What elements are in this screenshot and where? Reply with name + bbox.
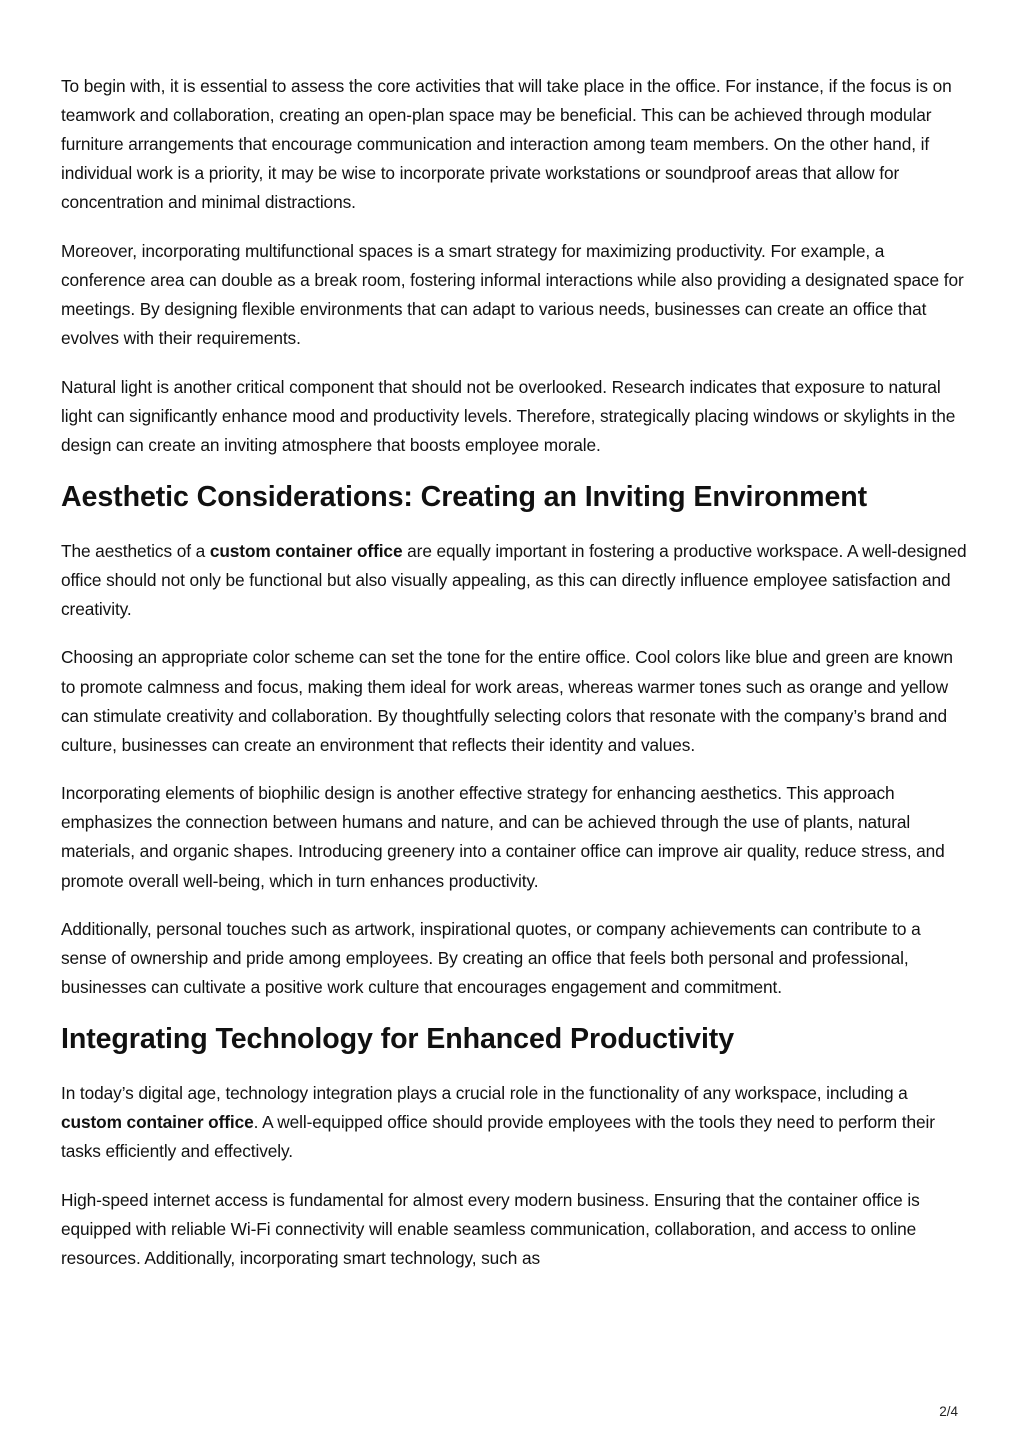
technology-intro-text-before: In today’s digital age, technology integration plays a crucial role in the functionality of any workspace, including a xyxy=(61,1082,908,1103)
paragraph-natural-light: Natural light is another critical component that should not be overlooked. Research indicates that exposure to natural light can significantly enhance mood and productivity levels. Therefore, strategically placing windows or skylights in the design can create an inviting atmosphere that boosts employee morale. xyxy=(61,376,956,456)
technology-intro-bold-term: custom container office xyxy=(61,1112,254,1133)
heading-integrating-technology: Integrating Technology for Enhanced Productivity xyxy=(61,1022,735,1055)
paragraph-biophilic-design: Incorporating elements of biophilic design is another effective strategy for enhancing aesthetics. This approach emphasizes the connection between humans and nature, and can be achieved through the use of plants, natural materials, and organic shapes. Introducing greenery into a container office can improve air quality, reduce stress, and promote overall well-being, which in turn enhances productivity. xyxy=(61,783,945,891)
heading-aesthetic-considerations: Aesthetic Considerations: Creating an Inviting Environment xyxy=(61,480,868,513)
paragraph-technology-intro xyxy=(61,1079,967,1166)
paragraph-multifunctional-spaces: Moreover, incorporating multifunctional spaces is a smart strategy for maximizing productivity. For example, a conference area can double as a break room, fostering informal interactions while also providing a designated space for meetings. By designing flexible environments that can adapt to various needs, businesses can create an office that evolves with their requirements. xyxy=(61,240,964,349)
aesthetics-intro-text-after: are equally important in fostering a productive workspace. A well-designed office should not only be functional but also visually appealing, as this can directly influence employee satisfaction and creativity. xyxy=(61,540,967,619)
page-number: 2/4 xyxy=(939,1404,958,1419)
paragraph-high-speed-internet: High-speed internet access is fundamental for almost every modern business. Ensuring that the container office is equipped with reliable Wi-Fi connectivity will enable seamless communication, collaboration, and access to online resources. Additionally, incorporating smart technology, such as xyxy=(61,1189,920,1268)
paragraph-core-activities: To begin with, it is essential to assess the core activities that will take place in the office. For instance, if the focus is on teamwork and collaboration, creating an open-plan space may be beneficial. This can be achieved through modular furniture arrangements that encourage communication and interaction among team members. On the other hand, if individual work is a priority, it may be wise to incorporate private workstations or soundproof areas that allow for concentration and minimal distractions. xyxy=(61,76,952,213)
aesthetics-intro-bold-term: custom container office xyxy=(209,540,403,561)
aesthetics-intro-text-before: The aesthetics of a xyxy=(61,540,210,561)
paragraph-aesthetics-intro xyxy=(61,537,967,624)
technology-intro-text-after: . A well-equipped office should provide employees with the tools they need to perform their tasks efficiently and effectively. xyxy=(61,1112,935,1162)
paragraph-personal-touches: Additionally, personal touches such as artwork, inspirational quotes, or company achievements can contribute to a sense of ownership and pride among employees. By creating an office that feels both personal and professional, businesses can cultivate a positive work culture that encourages engagement and commitment. xyxy=(61,919,921,998)
document-page xyxy=(61,72,967,1293)
paragraph-color-scheme: Choosing an appropriate color scheme can set the tone for the entire office. Cool colors like blue and green are known to promote calmness and focus, making them ideal for work areas, whereas warmer tones such as orange and yellow can stimulate creativity and collaboration. By thoughtfully selecting colors that resonate with the company’s brand and culture, businesses can create an environment that reflects their identity and values. xyxy=(61,647,953,755)
